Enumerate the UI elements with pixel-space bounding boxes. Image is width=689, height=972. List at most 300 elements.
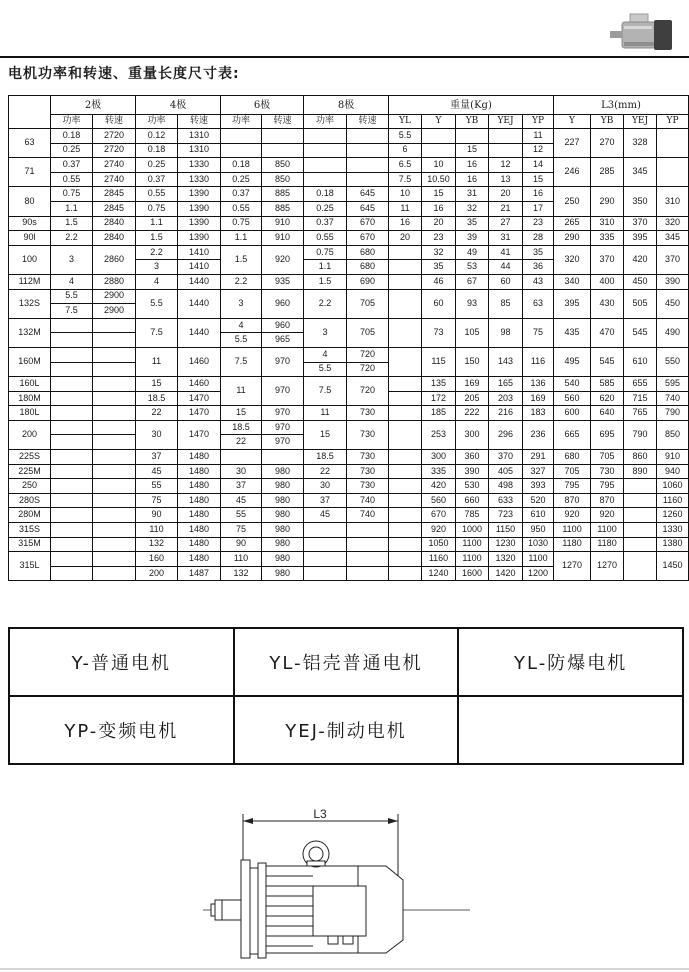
motor-outline-drawing	[178, 808, 512, 968]
table-cell: 390	[456, 464, 489, 479]
table-cell: 160	[136, 552, 178, 567]
table-cell: 0.55	[136, 187, 178, 202]
table-cell: 1600	[456, 566, 489, 581]
table-cell: 1330	[657, 523, 689, 538]
table-cell	[51, 420, 93, 435]
power-header: 功率	[136, 115, 178, 129]
table-cell: 530	[456, 479, 489, 494]
table-cell: 1390	[178, 201, 221, 216]
table-cell: 183	[523, 406, 554, 421]
table-cell: 550	[657, 347, 689, 376]
table-cell: 222	[456, 406, 489, 421]
table-cell: 910	[657, 450, 689, 465]
table-cell: 0.37	[304, 216, 347, 231]
table-cell: 950	[523, 523, 554, 538]
table-cell: 3	[136, 260, 178, 275]
table-cell: 1.5	[304, 274, 347, 289]
table-cell: 71	[9, 158, 51, 187]
table-row	[9, 464, 689, 479]
table-cell	[389, 537, 422, 552]
speed-header: 转速	[347, 115, 389, 129]
table-cell	[51, 377, 93, 392]
table-cell	[51, 479, 93, 494]
table-cell: 910	[262, 231, 304, 246]
table-cell	[624, 479, 657, 494]
table-cell: 715	[624, 391, 657, 406]
header-row-subcolumns	[9, 115, 689, 129]
table-cell: 970	[262, 347, 304, 376]
table-cell: 250	[554, 187, 591, 216]
table-cell: 110	[221, 552, 262, 567]
table-cell: 46	[422, 274, 456, 289]
table-cell: 1.1	[221, 231, 262, 246]
table-cell: 1270	[554, 552, 591, 581]
table-cell: 75	[221, 523, 262, 538]
table-cell: 430	[591, 289, 624, 318]
table-cell: 2720	[93, 129, 136, 144]
table-cell: 315M	[9, 537, 51, 552]
table-cell	[389, 566, 422, 581]
l3-col-yb: YB	[591, 115, 624, 129]
table-cell: 16	[422, 201, 456, 216]
table-cell: 1330	[178, 158, 221, 173]
table-cell: 850	[657, 420, 689, 449]
table-cell	[93, 318, 136, 333]
table-cell: 920	[554, 508, 591, 523]
table-cell: 0.12	[136, 129, 178, 144]
table-cell: 360	[456, 450, 489, 465]
table-cell: 7.5	[304, 377, 347, 406]
table-cell: 470	[591, 318, 624, 347]
table-cell: 13	[489, 172, 523, 187]
table-cell: 920	[591, 508, 624, 523]
table-cell: 740	[657, 391, 689, 406]
table-cell: 18.5	[136, 391, 178, 406]
table-cell: 665	[554, 420, 591, 449]
table-cell: 105	[456, 318, 489, 347]
table-cell: 32	[456, 201, 489, 216]
table-cell	[262, 143, 304, 158]
table-cell: 370	[591, 245, 624, 274]
table-cell: 1100	[591, 523, 624, 538]
table-cell: 670	[422, 508, 456, 523]
weight-col-yp: YP	[523, 115, 554, 129]
table-row	[9, 537, 689, 552]
table-cell: 100	[9, 245, 51, 274]
table-cell: 253	[422, 420, 456, 449]
legend-cell-empty	[458, 696, 683, 764]
table-cell: 1420	[489, 566, 523, 581]
table-cell: 970	[262, 435, 304, 450]
table-cell: 67	[456, 274, 489, 289]
table-cell: 15	[456, 143, 489, 158]
table-cell	[51, 318, 93, 333]
table-cell	[389, 420, 422, 449]
table-cell: 43	[523, 274, 554, 289]
table-cell: 2900	[93, 304, 136, 319]
table-cell: 136	[523, 377, 554, 392]
table-cell	[624, 493, 657, 508]
table-cell: 1.5	[136, 231, 178, 246]
table-cell: 31	[489, 231, 523, 246]
table-cell	[304, 143, 347, 158]
table-cell	[389, 274, 422, 289]
table-cell: 169	[523, 391, 554, 406]
table-cell: 1480	[178, 493, 221, 508]
table-cell	[389, 318, 422, 347]
table-cell: 7.5	[389, 172, 422, 187]
table-cell: 405	[489, 464, 523, 479]
table-cell: 250	[9, 479, 51, 494]
table-cell: 1320	[489, 552, 523, 567]
motor-photo-graphic	[600, 6, 686, 58]
weight-col-yb: YB	[456, 115, 489, 129]
table-cell: 885	[262, 187, 304, 202]
table-cell: 180L	[9, 406, 51, 421]
speed-header: 转速	[178, 115, 221, 129]
table-cell: 203	[489, 391, 523, 406]
table-cell: 705	[554, 464, 591, 479]
table-cell: 225S	[9, 450, 51, 465]
table-cell: 1480	[178, 464, 221, 479]
table-cell: 390	[657, 274, 689, 289]
table-cell: 0.75	[136, 201, 178, 216]
table-cell: 970	[262, 406, 304, 421]
table-cell	[262, 129, 304, 144]
table-cell: 450	[657, 289, 689, 318]
table-cell: 940	[657, 464, 689, 479]
table-cell	[93, 347, 136, 362]
table-cell: 370	[657, 245, 689, 274]
table-cell: 18.5	[221, 420, 262, 435]
table-row	[9, 187, 689, 202]
table-cell: 2840	[93, 231, 136, 246]
table-cell: 15	[136, 377, 178, 392]
spec-table	[8, 95, 689, 581]
power-header: 功率	[304, 115, 347, 129]
table-cell: 49	[456, 245, 489, 260]
table-cell	[347, 523, 389, 538]
speed-header: 转速	[93, 115, 136, 129]
table-cell: 0.75	[221, 216, 262, 231]
table-cell: 0.55	[304, 231, 347, 246]
table-cell	[304, 537, 347, 552]
table-cell	[389, 391, 422, 406]
table-cell: 5.5	[51, 289, 93, 304]
spec-table-body	[9, 129, 689, 581]
table-cell	[389, 260, 422, 275]
table-cell: 15	[523, 172, 554, 187]
table-cell: 10	[422, 158, 456, 173]
table-cell	[93, 508, 136, 523]
table-cell: 160M	[9, 347, 51, 376]
table-cell: 44	[489, 260, 523, 275]
table-cell	[347, 143, 389, 158]
table-cell: 600	[554, 406, 591, 421]
table-cell: 205	[456, 391, 489, 406]
table-cell	[389, 347, 422, 376]
table-cell: 4	[221, 318, 262, 333]
table-cell	[51, 347, 93, 362]
l3-col-yej: YEJ	[624, 115, 657, 129]
table-cell: 850	[262, 158, 304, 173]
table-cell: 1440	[178, 274, 221, 289]
table-cell: 90	[136, 508, 178, 523]
table-cell	[262, 450, 304, 465]
table-row	[9, 493, 689, 508]
table-cell: 2845	[93, 201, 136, 216]
table-cell	[389, 508, 422, 523]
table-cell	[93, 493, 136, 508]
table-cell: 169	[456, 377, 489, 392]
table-cell: 340	[554, 274, 591, 289]
table-cell: 2900	[93, 289, 136, 304]
table-cell: 5.5	[136, 289, 178, 318]
table-cell: 80	[9, 187, 51, 216]
table-cell: 7.5	[221, 347, 262, 376]
table-cell: 0.18	[304, 187, 347, 202]
table-cell: 320	[657, 216, 689, 231]
table-cell	[624, 552, 657, 581]
table-cell: 3	[51, 245, 93, 274]
table-cell: 335	[422, 464, 456, 479]
table-cell: 0.25	[304, 201, 347, 216]
table-cell	[304, 552, 347, 567]
table-cell	[221, 450, 262, 465]
table-cell: 545	[624, 318, 657, 347]
table-cell: 655	[624, 377, 657, 392]
l3-dimension-label: L3	[313, 808, 327, 821]
table-cell: 300	[456, 420, 489, 449]
table-cell: 116	[523, 347, 554, 376]
table-cell: 1160	[657, 493, 689, 508]
table-cell: 6	[389, 143, 422, 158]
table-cell: 0.18	[136, 143, 178, 158]
table-cell: 53	[456, 260, 489, 275]
table-cell: 695	[591, 420, 624, 449]
table-cell: 1200	[523, 566, 554, 581]
table-cell: 110	[136, 523, 178, 538]
table-cell: 290	[591, 187, 624, 216]
table-cell	[304, 129, 347, 144]
table-cell: 16	[456, 158, 489, 173]
table-cell: 265	[554, 216, 591, 231]
table-cell	[51, 435, 93, 450]
table-cell: 680	[347, 245, 389, 260]
legend-row	[9, 628, 683, 696]
table-cell: 0.18	[51, 129, 93, 144]
table-cell: 345	[624, 158, 657, 187]
table-row	[9, 552, 689, 567]
table-cell: 39	[456, 231, 489, 246]
table-row	[9, 245, 689, 260]
table-cell: 328	[624, 129, 657, 158]
table-cell: 730	[347, 450, 389, 465]
table-cell: 16	[456, 172, 489, 187]
table-cell: 236	[523, 420, 554, 449]
table-cell	[51, 362, 93, 377]
pole-2-header: 2极	[51, 96, 136, 115]
table-cell: 850	[262, 172, 304, 187]
table-cell: 1480	[178, 523, 221, 538]
table-cell: 740	[347, 508, 389, 523]
table-cell: 920	[422, 523, 456, 538]
table-cell: 720	[347, 377, 389, 406]
table-cell: 795	[591, 479, 624, 494]
table-cell: 910	[262, 216, 304, 231]
table-cell: 545	[591, 347, 624, 376]
table-cell: 60	[422, 289, 456, 318]
table-cell: 1410	[178, 245, 221, 260]
table-cell: 0.37	[51, 158, 93, 173]
table-cell: 15	[304, 420, 347, 449]
table-cell: 1.5	[51, 216, 93, 231]
table-cell: 90l	[9, 231, 51, 246]
table-cell: 720	[347, 347, 389, 362]
table-cell: 730	[347, 420, 389, 449]
table-cell	[422, 129, 456, 144]
table-cell: 490	[657, 318, 689, 347]
table-cell: 1310	[178, 129, 221, 144]
table-cell: 960	[262, 289, 304, 318]
table-cell: 498	[489, 479, 523, 494]
table-cell	[489, 143, 523, 158]
table-cell: 730	[347, 479, 389, 494]
table-cell: 1450	[657, 552, 689, 581]
table-cell	[347, 552, 389, 567]
table-cell: 765	[624, 406, 657, 421]
table-cell	[51, 537, 93, 552]
table-cell: 225M	[9, 464, 51, 479]
table-row	[9, 377, 689, 392]
table-cell: 980	[262, 508, 304, 523]
table-cell	[422, 143, 456, 158]
table-cell: 790	[624, 420, 657, 449]
table-cell: 1410	[178, 260, 221, 275]
table-cell	[221, 129, 262, 144]
table-cell	[93, 537, 136, 552]
table-cell: 200	[136, 566, 178, 581]
table-cell: 350	[624, 187, 657, 216]
legend-cell-yl-explosionproof: YL-防爆电机	[458, 628, 683, 696]
table-cell: 970	[262, 420, 304, 435]
table-cell	[93, 479, 136, 494]
table-cell: 400	[591, 274, 624, 289]
table-cell: 93	[456, 289, 489, 318]
power-header: 功率	[51, 115, 93, 129]
table-cell: 14	[523, 158, 554, 173]
table-cell	[51, 391, 93, 406]
table-cell	[347, 158, 389, 173]
table-cell	[93, 566, 136, 581]
table-cell: 35	[523, 245, 554, 260]
table-cell	[456, 129, 489, 144]
table-cell: 35	[456, 216, 489, 231]
table-cell: 705	[347, 318, 389, 347]
table-cell: 980	[262, 537, 304, 552]
table-cell: 393	[523, 479, 554, 494]
table-cell: 0.75	[51, 187, 93, 202]
table-cell	[389, 289, 422, 318]
table-cell: 37	[221, 479, 262, 494]
table-cell: 5.5	[304, 362, 347, 377]
table-cell: 560	[422, 493, 456, 508]
table-cell	[93, 406, 136, 421]
page-title: 电机功率和转速、重量长度尺寸表:	[8, 66, 240, 82]
table-cell: 11	[221, 377, 262, 406]
table-cell: 420	[422, 479, 456, 494]
table-cell: 1480	[178, 450, 221, 465]
table-cell: 720	[347, 362, 389, 377]
table-cell: 20	[389, 231, 422, 246]
table-cell	[389, 464, 422, 479]
table-cell	[389, 450, 422, 465]
table-cell: 10.50	[422, 172, 456, 187]
power-header: 功率	[221, 115, 262, 129]
table-cell	[51, 406, 93, 421]
table-row	[9, 216, 689, 231]
table-cell: 0.25	[221, 172, 262, 187]
table-cell: 37	[304, 493, 347, 508]
table-cell: 21	[489, 201, 523, 216]
table-cell: 1470	[178, 420, 221, 449]
table-cell: 17	[523, 201, 554, 216]
table-cell: 0.75	[304, 245, 347, 260]
table-cell: 2.2	[221, 274, 262, 289]
table-cell	[93, 464, 136, 479]
table-cell: 610	[624, 347, 657, 376]
table-cell: 495	[554, 347, 591, 376]
table-cell	[51, 333, 93, 348]
table-cell: 270	[591, 129, 624, 158]
table-cell: 1.5	[221, 245, 262, 274]
motor-diagram	[178, 808, 512, 968]
header-divider	[0, 56, 689, 58]
table-cell: 4	[304, 347, 347, 362]
table-cell: 23	[422, 231, 456, 246]
table-cell: 740	[347, 493, 389, 508]
table-cell: 3	[221, 289, 262, 318]
table-cell: 620	[591, 391, 624, 406]
table-cell	[93, 420, 136, 435]
table-cell	[304, 523, 347, 538]
table-cell: 2.2	[304, 289, 347, 318]
l3-group-header: L3(mm)	[554, 96, 689, 115]
table-cell: 0.55	[51, 172, 93, 187]
table-row	[9, 318, 689, 333]
table-cell: 980	[262, 464, 304, 479]
table-cell: 0.25	[51, 143, 93, 158]
table-cell: 640	[591, 406, 624, 421]
table-cell: 1160	[422, 552, 456, 567]
table-cell: 6.5	[389, 158, 422, 173]
table-cell: 310	[657, 187, 689, 216]
table-cell: 115	[422, 347, 456, 376]
table-cell: 15	[422, 187, 456, 202]
table-cell: 730	[347, 406, 389, 421]
table-cell: 85	[489, 289, 523, 318]
table-cell: 1470	[178, 391, 221, 406]
table-cell: 450	[624, 274, 657, 289]
table-cell: 723	[489, 508, 523, 523]
table-cell: 2740	[93, 158, 136, 173]
legend-table	[8, 627, 684, 765]
table-cell: 595	[657, 377, 689, 392]
table-cell: 22	[221, 435, 262, 450]
table-cell: 285	[591, 158, 624, 187]
table-cell: 610	[523, 508, 554, 523]
legend-cell-yp: YP-变频电机	[9, 696, 234, 764]
